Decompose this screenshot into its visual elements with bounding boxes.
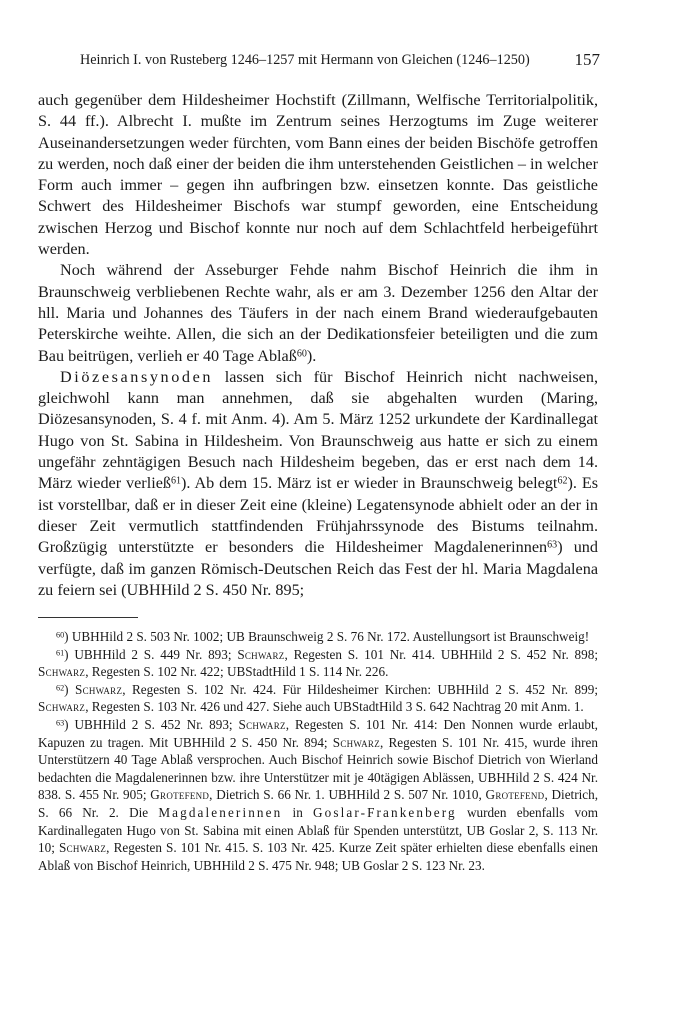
footnote-63-text-a: ) UBHHild 2 S. 452 Nr. 893;: [64, 716, 239, 732]
footnote-60-text: ) UBHHild 2 S. 503 Nr. 1002; UB Braunschweig 2 S. 76 Nr. 172. Austellungsort ist Braunschweig!: [64, 629, 590, 644]
paragraph-3-part-d: ) und verfügte, daß im ganzen Römisch-Deutschen Reich das Fest der hl. Maria Magdalena zu feiern sei (UBHHild 2 S. 450 Nr. 895;: [38, 538, 598, 599]
footnote-61: [38, 646, 598, 681]
author-name-schwarz: Schwarz: [75, 681, 123, 697]
paragraph-3: [38, 367, 598, 601]
footnote-separator: [38, 617, 138, 618]
footnote-ref-62[interactable]: 62: [557, 475, 568, 487]
footnote-mark-61: 61: [56, 647, 65, 657]
footnote-63: [38, 716, 598, 874]
author-name-schwarz: Schwarz: [237, 646, 285, 662]
footnote-62-text-a: ): [64, 681, 76, 697]
footnote-63-text-g: wurden ebenfalls vom Kardinallegaten Hugo von St. Sabina mit einen Ablaß für Spenden unterstützt, UB Goslar 2, S. 113 Nr. 10;: [38, 804, 598, 856]
author-name-schwarz: Schwarz: [58, 840, 107, 856]
footnote-61-text-c: , Regesten S. 102 Nr. 422; UBStadtHild 1 S. 114 Nr. 226.: [85, 664, 389, 680]
author-name-schwarz: Schwarz: [38, 664, 86, 680]
footnote-ref-61[interactable]: 61: [170, 475, 182, 487]
footnote-60: [38, 628, 598, 646]
footnote-62-text-b: , Regesten S. 102 Nr. 424. Für Hildesheimer Kirchen: UBHHild 2 S. 452 Nr. 899;: [122, 681, 598, 697]
footnote-61-text-b: , Regesten S. 101 Nr. 414. UBHHild 2 S. 452 Nr. 898;: [284, 646, 598, 662]
footnote-63-text-d: , Dietrich S. 66 Nr. 1. UBHHild 2 S. 507 Nr. 1010,: [209, 787, 486, 803]
footnote-63-text-b: , Regesten S. 101 Nr. 414: Den Nonnen wurde erlaubt, Kapuzen zu tragen. Mit UBHHild 2 S. 450 Nr. 894;: [38, 716, 598, 750]
author-name-schwarz: Schwarz: [332, 734, 380, 750]
paragraph-2-text: Noch während der Asseburger Fehde nahm Bischof Heinrich die ihm in Braunschweig verbliebenen Rechte wahr, als er am 3. Dezember 1256 den Altar der hll. Maria und Johannes des Täufers in der nach einem Brand wiederaufgebauten Peterskirche weihte. Allen, die sich an der Dedikationsfeier beteiligten und die zum Bau beitrügen, verlieh er 40 Tage Ablaß: [38, 261, 598, 365]
author-name-grotefend: Grotefend: [150, 787, 210, 803]
paragraph-2: [38, 260, 598, 366]
footnote-63-text-c: , Regesten S. 101 Nr. 415, wurde ihren Unterstützern 40 Tage Ablaß versprochen. Auch Bischof Heinrich sowie Bischof Dietrich von Wierland bedachten die Magdalenerinnen bzw. ihre Unterstützer mit je 40tägigen Ablässen, UBHHild 2 S. 424 Nr. 838. S. 455 Nr. 905;: [38, 734, 598, 803]
footnote-ref-63[interactable]: 63: [547, 539, 558, 551]
author-name-schwarz: Schwarz: [38, 699, 86, 715]
paragraph-1: auch gegenüber dem Hildesheimer Hochstift (Zillmann, Welfische Territorialpolitik, S. 44 ff.). Albrecht I. mußte im Zentrum seines Herzogtums im Zuge weiterer Auseinandersetzungen weder fürchten, vom Bann eines der beiden Bischöfe getroffen zu werden, noch daß einer der beiden die ihm unterstehenden Geistlichen – in welcher Form auch immer – gegen ihn aufbringen bzw. einsetzen konnte. Das geistliche Schwert des Hildesheimer Bischofs war stumpf geworden, eine Entscheidung zwischen Herzog und Bischof konnte nur noch auf dem Schlachtfeld herbeigeführt werden.: [38, 91, 598, 259]
footnote-62-text-c: , Regesten S. 103 Nr. 426 und 427. Siehe auch UBStadtHild 3 S. 642 Nachtrag 20 mit Anm. 1.: [85, 699, 584, 715]
page-number: 157: [574, 50, 600, 69]
footnote-mark-60: 60: [56, 630, 65, 640]
spaced-term-dioezesansynoden: Diözesansynoden: [60, 367, 214, 386]
author-name-schwarz: Schwarz: [238, 716, 286, 732]
paragraph-3-part-c: ). Es ist vorstellbar, daß er in dieser Zeit eine (kleine) Legatensynode abhielt oder an der in dieser Zeit vermutlich stattfindenden Frühjahrssynode des Bistums teilnahm. Großzügig unterstützte er besonders die Hildesheimer Magdalenerinnen: [38, 474, 599, 557]
main-text: [38, 90, 598, 601]
spaced-term-goslar-frankenberg: Goslar-Frankenberg: [313, 804, 457, 820]
spaced-term-magdalenerinnen: Magdalenerinnen: [158, 804, 283, 820]
footnote-mark-63: 63: [56, 718, 65, 728]
footnotes: [38, 628, 598, 874]
footnote-mark-62: 62: [56, 683, 65, 693]
page-header: [80, 50, 600, 72]
paragraph-2-end: ).: [306, 346, 317, 365]
footnote-61-text-a: ) UBHHild 2 S. 449 Nr. 893;: [64, 646, 238, 662]
footnote-63-text-h: , Regesten S. 101 Nr. 415. S. 103 Nr. 425. Kurze Zeit später erhielten diese ebenfalls einen Ablaß von Bischof Heinrich, UBHHild 2 S. 475 Nr. 948; UB Goslar 2 S. 123 Nr. 23.: [38, 840, 598, 873]
footnote-62: [38, 681, 598, 716]
running-head: Heinrich I. von Rusteberg 1246–1257 mit Hermann von Gleichen (1246–1250): [80, 52, 530, 68]
author-name-grotefend: Grotefend: [485, 787, 545, 803]
footnote-63-text-e: , Dietrich, S. 66 Nr. 2. Die: [38, 787, 599, 820]
footnote-ref-60[interactable]: 60: [296, 348, 307, 360]
paragraph-3-part-a: lassen sich für Bischof Heinrich nicht nachweisen, gleichwohl kann man annehmen, daß sie abgehalten wurden (Maring, Diözesansynoden, S. 4 f. mit Anm. 4). Am 5. März 1252 urkundete der Kardinallegat Hugo von St. Sabina in Hildesheim. Von Braunschweig aus hatte er sich zu einem ungefähr zehntägigen Besuch nach Hildesheim begeben, das er erst nach dem 14. März wieder verließ: [38, 367, 598, 493]
footnote-63-text-f: in: [282, 804, 314, 820]
paragraph-3-part-b: ). Ab dem 15. März ist er wieder in Braunschweig belegt: [181, 474, 558, 493]
